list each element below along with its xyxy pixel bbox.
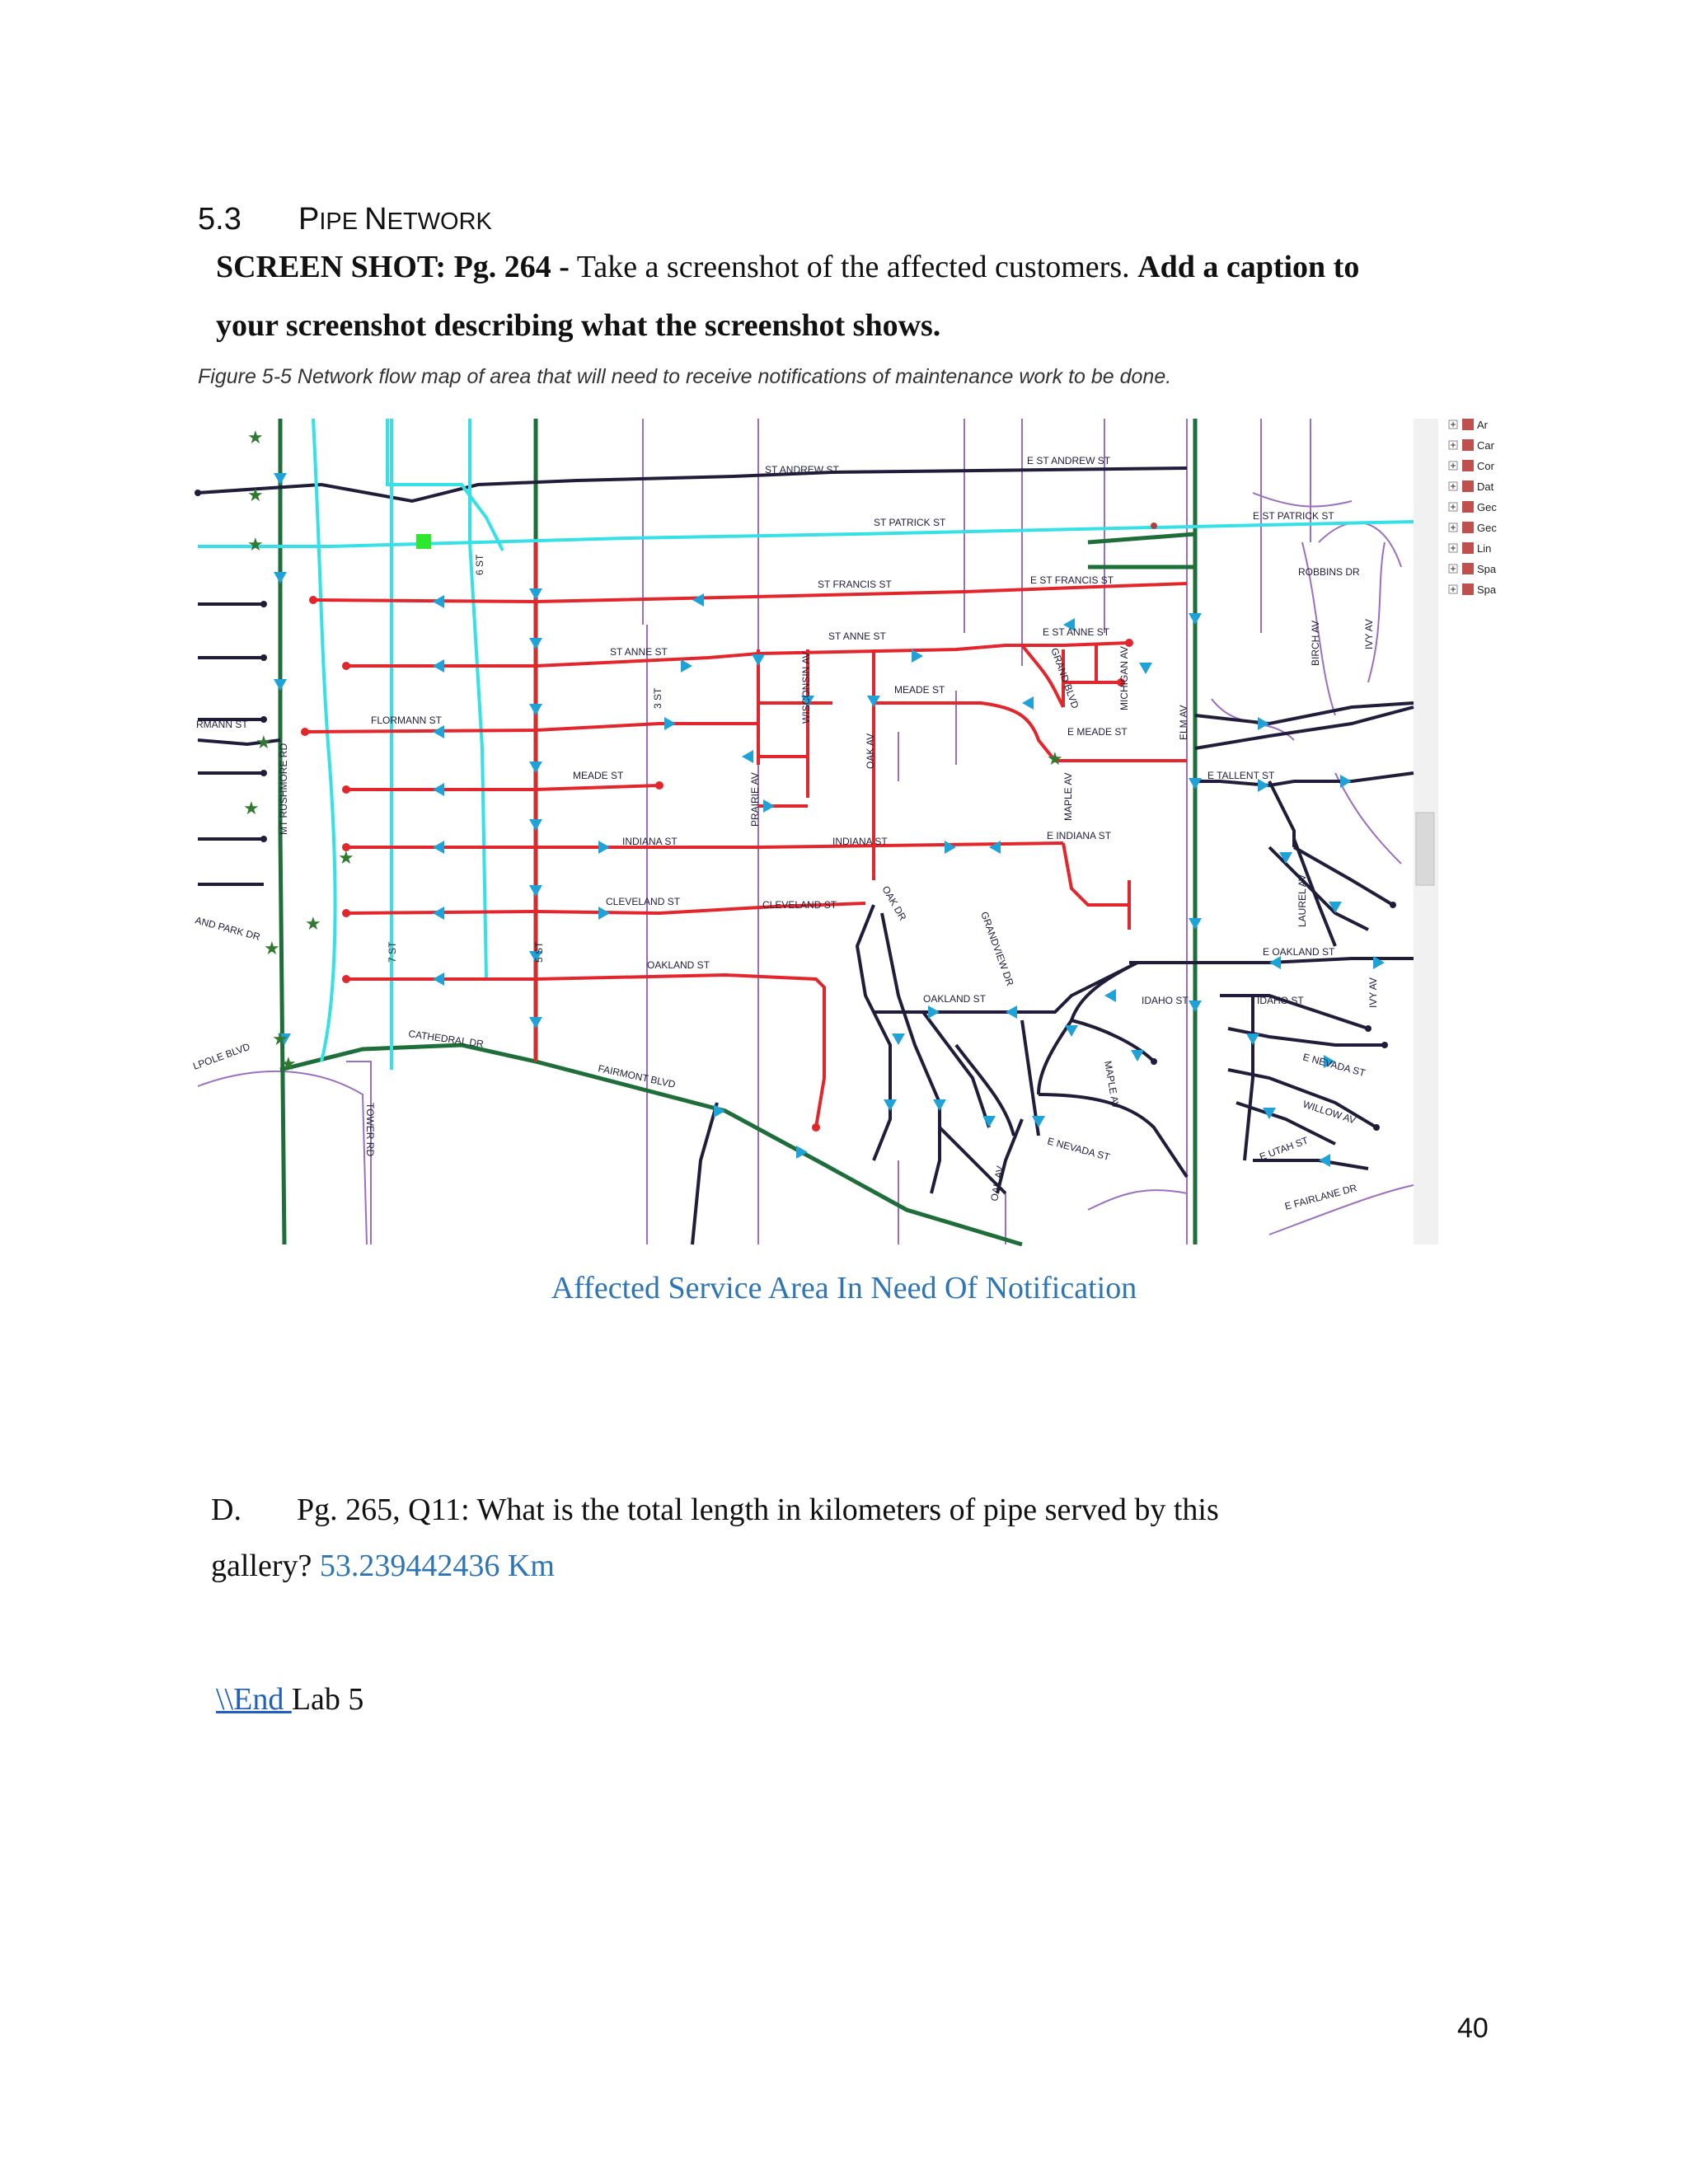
street-label: ELM AV [1178,705,1189,740]
street-label: OAK AV [988,1165,1006,1202]
svg-text:★: ★ [247,534,264,555]
street-label: 3 ST [652,687,663,709]
layer-tree-item[interactable] [1449,480,1494,493]
answer-line [211,1548,555,1584]
svg-text:Car: Car [1477,439,1494,452]
svg-text:★: ★ [264,938,280,958]
street-label: RMANN ST [196,719,248,730]
street-label: AND PARK DR [194,914,262,943]
street-label: E FAIRLANE DR [1283,1182,1358,1212]
street-label: E ST FRANCIS ST [1030,574,1114,586]
street-label: CATHEDRAL DR [407,1028,485,1050]
street-label: MEADE ST [573,770,624,781]
street-label: ST ANDREW ST [765,464,839,476]
question-letter: D. [211,1493,241,1527]
street-label: ST ANNE ST [610,646,668,658]
street-label: MICHIGAN AV [1118,646,1130,710]
network-flow-map [191,419,1497,1244]
layer-tree-item[interactable] [1449,460,1495,472]
figure-caption: Figure 5-5 Network flow map of area that will need to receive notifications of maintenance work to be done. [198,365,1172,388]
svg-text:★: ★ [247,485,264,505]
street-label: INDIANA ST [622,836,678,847]
svg-text:★: ★ [256,732,272,752]
street-label: FLORMANN ST [371,715,443,726]
street-label: E ST ANNE ST [1043,626,1110,638]
section-title-part: N [364,202,387,237]
street-label: E TALLENT ST [1207,770,1275,781]
svg-text:Gec: Gec [1477,501,1497,513]
instruction-line2-text: your screenshot describing what the screenshot shows. [216,308,941,343]
street-label: INDIANA ST [832,836,888,847]
svg-text:★: ★ [305,913,321,934]
answer-prefix: gallery? [211,1549,320,1583]
instruction-line-1 [216,249,1359,285]
section-number: 5.3 [198,202,241,237]
svg-text:Lin: Lin [1477,542,1492,555]
svg-text:★: ★ [338,847,354,868]
section-title-part: IPE [319,209,365,235]
svg-text:★: ★ [280,1053,297,1074]
layer-tree-item[interactable] [1449,419,1489,431]
instruction-text: Take a screenshot of the affected customers. [569,250,1138,284]
layer-tree-item[interactable] [1449,501,1497,513]
street-label: MAPLE AV [1102,1060,1122,1110]
street-label: E INDIANA ST [1047,830,1112,841]
svg-text:Cor: Cor [1477,460,1494,472]
answer-value: 53.239442436 Km [319,1549,555,1583]
end-link[interactable]: \\End [216,1682,292,1717]
instruction-bold-tail: Add a caption to [1137,250,1360,284]
street-label: IVY AV [1367,977,1379,1008]
street-label: E ST PATRICK ST [1253,510,1334,522]
street-label: BIRCH AV [1310,620,1321,666]
street-label: MT RUSHMORE RD [278,743,289,835]
street-label: ROBBINS DR [1298,566,1360,578]
svg-text:Spa: Spa [1477,583,1497,596]
street-label: GRAND BLVD [1048,646,1081,710]
street-label: OAK DR [879,883,909,923]
street-label: LAUREL AV [1296,874,1308,927]
svg-text:★: ★ [1047,748,1063,769]
street-label: 5 ST [533,941,545,963]
layer-tree-item[interactable] [1449,522,1497,534]
svg-text:Gec: Gec [1477,522,1497,534]
street-label: OAKLAND ST [647,959,710,971]
svg-text:Spa: Spa [1477,563,1497,575]
street-label: IDAHO ST [1257,995,1304,1006]
street-label: MEADE ST [894,684,945,696]
section-heading [198,202,492,237]
svg-text:★: ★ [272,1029,288,1049]
street-label: CLEVELAND ST [606,896,681,907]
street-label: 6 ST [474,554,485,575]
street-label: IDAHO ST [1142,995,1189,1006]
street-label: E UTAH ST [1258,1134,1311,1163]
street-label: 7 ST [387,941,398,963]
street-label: E NEVADA ST [1301,1051,1367,1080]
street-label: ST PATRICK ST [874,517,946,528]
street-label: TOWER RD [364,1103,376,1157]
street-label: CLEVELAND ST [762,899,837,911]
street-label: PRAIRIE AV [749,772,761,827]
layer-tree-item[interactable] [1449,583,1497,596]
street-label: FAIRMONT BLVD [597,1062,677,1090]
street-label: LPOLE BLVD [191,1040,252,1072]
street-label: MAPLE AV [1062,772,1074,821]
layer-tree-item[interactable] [1449,542,1491,555]
end-text: Lab 5 [291,1682,364,1717]
instruction-label: SCREEN SHOT: Pg. 264 - [216,250,570,284]
street-label: E OAKLAND ST [1263,946,1335,958]
question-line [211,1492,1219,1528]
street-label: WISCONSIN AV [800,651,812,724]
page-number: 40 [1457,2013,1489,2044]
street-label: WILLOW AV [1301,1098,1357,1127]
street-label: IVY AV [1363,619,1375,649]
svg-text:★: ★ [247,427,264,448]
svg-text:★: ★ [243,798,260,818]
question-text: Pg. 265, Q11: What is the total length in kilometers of pipe served by this [297,1493,1219,1527]
street-label: E ST ANDREW ST [1027,455,1111,466]
section-title-part: ETWORK [387,209,492,235]
screenshot-caption: Affected Service Area In Need Of Notification [551,1271,1137,1305]
street-label: OAKLAND ST [923,993,987,1005]
street-label: ST ANNE ST [828,630,886,642]
instruction-line-2 [216,307,940,344]
street-label: OAK AV [865,733,876,769]
svg-text:Dat: Dat [1477,480,1494,493]
street-label: GRANDVIEW DR [978,910,1016,987]
layer-tree-item[interactable] [1449,563,1497,575]
svg-text:Ar: Ar [1477,419,1488,431]
street-label: ST FRANCIS ST [818,579,892,590]
street-label: E MEADE ST [1067,726,1128,738]
section-title-part: P [298,202,320,237]
layer-tree-item[interactable] [1449,439,1495,452]
street-label: E NEVADA ST [1046,1135,1112,1164]
end-line [216,1681,363,1718]
